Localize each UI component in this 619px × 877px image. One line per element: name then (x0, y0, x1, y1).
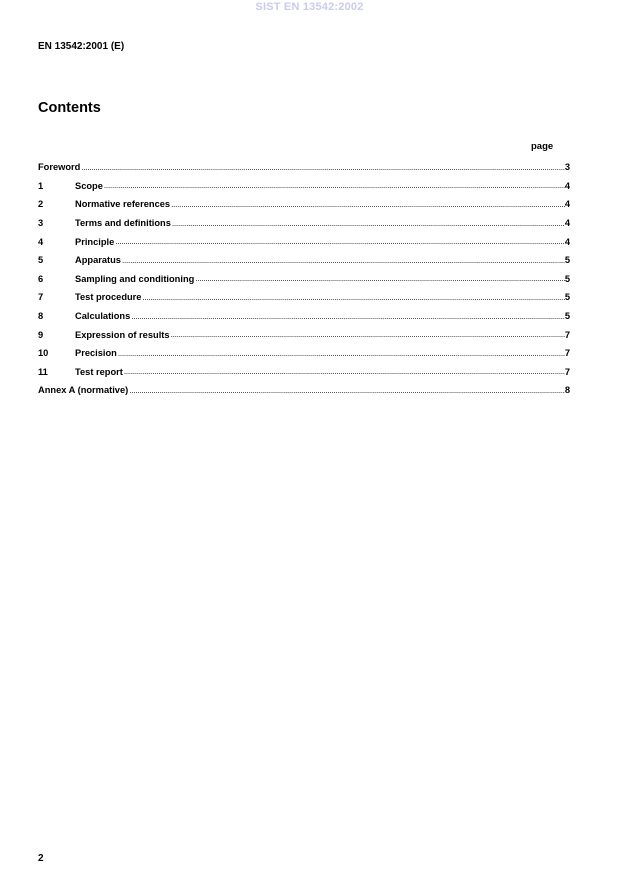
toc-entry-sampling-and-conditioning[interactable] (38, 270, 570, 289)
toc-entry-apparatus[interactable] (38, 251, 570, 270)
page-column-label: page (531, 141, 554, 152)
table-of-contents (38, 158, 570, 400)
toc-entry-page: 7 (564, 348, 570, 359)
toc-entry-page: 5 (564, 292, 570, 303)
toc-entry-test-report[interactable] (38, 363, 570, 382)
document-id: EN 13542:2001 (E) (38, 41, 125, 52)
toc-entry-number: 4 (38, 236, 44, 247)
toc-entry-page: 5 (564, 273, 570, 284)
toc-entry-page: 4 (564, 236, 570, 247)
toc-entry-page: 7 (564, 329, 570, 340)
dot-leader (170, 200, 565, 209)
toc-entry-page: 5 (564, 255, 570, 266)
watermark: SIST EN 13542:2002 (255, 1, 364, 13)
toc-entry-number: 9 (38, 329, 44, 340)
toc-entry-title: Scope (75, 180, 103, 191)
toc-entry-page: 4 (564, 218, 570, 229)
toc-entry-expression-of-results[interactable] (38, 325, 570, 344)
toc-entry-page: 4 (564, 199, 570, 210)
toc-entry-number: 2 (38, 199, 44, 210)
toc-entry-title: Foreword (38, 162, 81, 173)
dot-leader (128, 386, 565, 395)
toc-entry-number: 3 (38, 218, 44, 229)
toc-entry-normative-references[interactable] (38, 195, 570, 214)
toc-entry-number: 5 (38, 255, 44, 266)
toc-entry-foreword[interactable] (38, 158, 570, 177)
toc-entry-terms-and-definitions[interactable] (38, 214, 570, 233)
dot-leader (194, 274, 565, 283)
toc-entry-number: 11 (38, 366, 48, 377)
toc-entry-precision[interactable] (38, 344, 570, 363)
toc-entry-title: Test report (75, 366, 123, 377)
toc-entry-number: 10 (38, 348, 49, 359)
toc-entry-title: Calculations (75, 311, 131, 322)
toc-entry-annex-a[interactable] (38, 381, 570, 400)
toc-entry-title: Normative references (75, 199, 171, 210)
toc-entry-page: 8 (564, 385, 570, 396)
toc-entry-page: 3 (564, 162, 570, 173)
dot-leader (121, 256, 565, 265)
toc-entry-title: Precision (75, 348, 117, 359)
page-number: 2 (38, 853, 44, 864)
dot-leader (171, 219, 565, 228)
toc-entry-number: 6 (38, 273, 44, 284)
dot-leader (117, 349, 565, 358)
dot-leader (130, 312, 565, 321)
dot-leader (103, 181, 565, 190)
toc-entry-title: Sampling and conditioning (75, 273, 195, 284)
toc-entry-title: Apparatus (75, 255, 121, 266)
dot-leader (141, 293, 564, 302)
toc-entry-page: 4 (564, 180, 570, 191)
dot-leader (114, 237, 565, 246)
toc-entry-page: 7 (564, 366, 570, 377)
toc-entry-calculations[interactable] (38, 307, 570, 326)
toc-entry-title: Principle (75, 236, 115, 247)
toc-entry-title: Expression of results (75, 329, 170, 340)
toc-entry-title: Terms and definitions (75, 218, 171, 229)
toc-entry-title: Annex A (normative) (38, 385, 129, 396)
toc-entry-number: 1 (38, 180, 44, 191)
toc-entry-principle[interactable] (38, 232, 570, 251)
toc-entry-test-procedure[interactable] (38, 288, 570, 307)
page-title: Contents (38, 100, 101, 116)
dot-leader (123, 367, 565, 376)
toc-entry-number: 8 (38, 311, 44, 322)
toc-entry-page: 5 (564, 311, 570, 322)
dot-leader (80, 163, 564, 172)
dot-leader (170, 330, 565, 339)
toc-entry-title: Test procedure (75, 292, 142, 303)
toc-entry-scope[interactable] (38, 177, 570, 196)
toc-entry-number: 7 (38, 292, 44, 303)
